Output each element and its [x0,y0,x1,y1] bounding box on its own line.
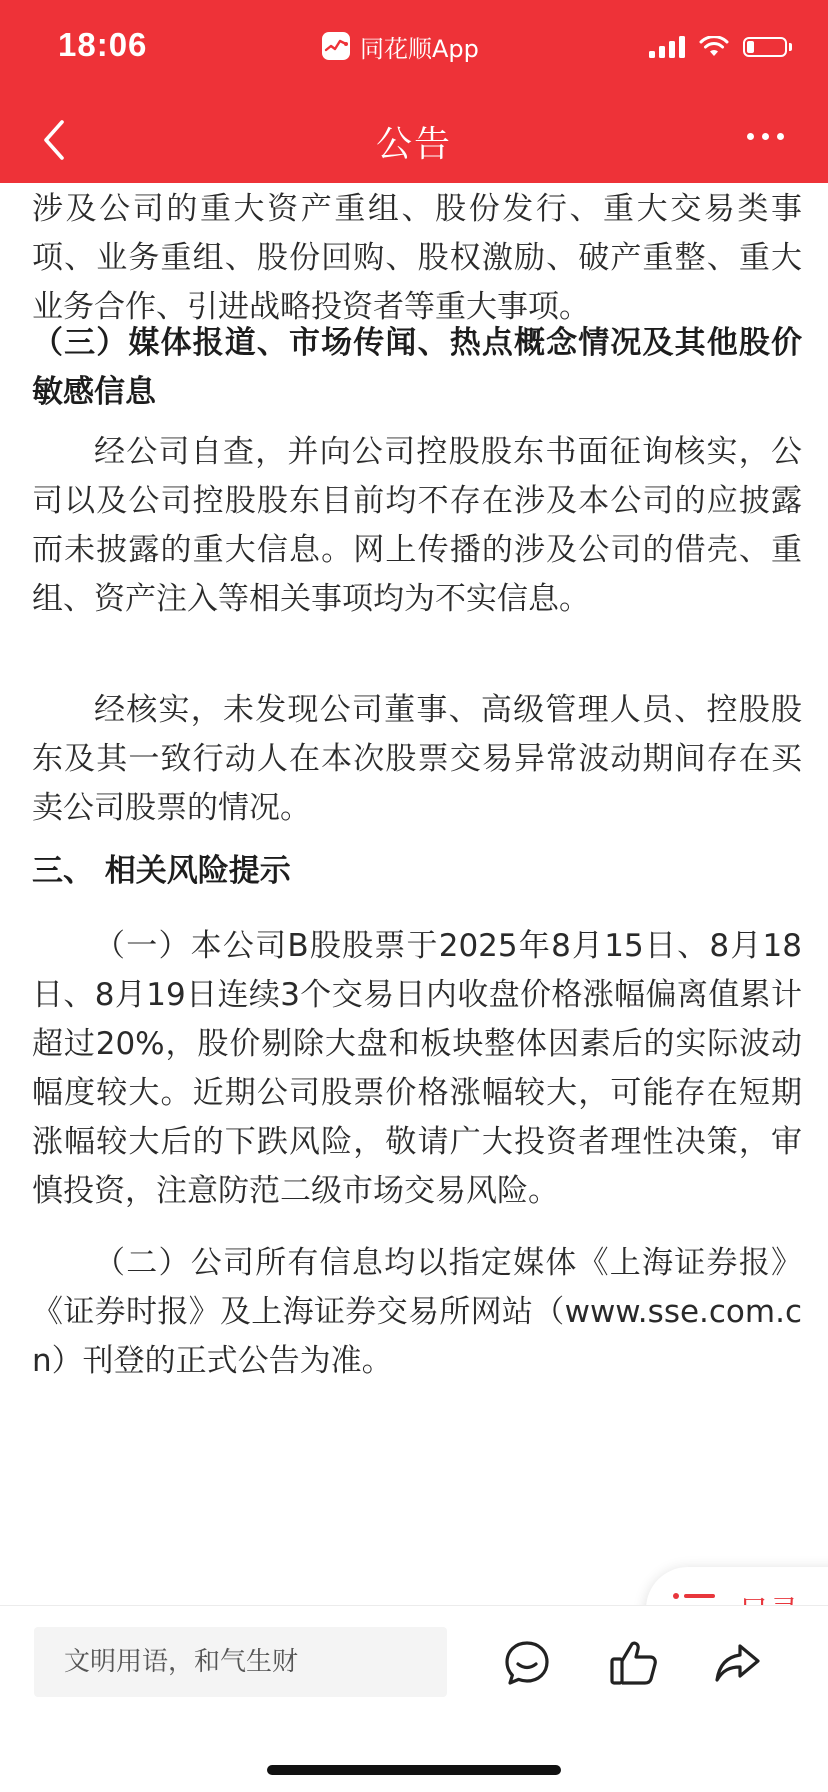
share-button[interactable] [712,1638,762,1688]
more-dot-icon [747,133,754,140]
status-time: 18:06 [58,26,148,63]
wifi-icon [699,36,729,58]
bottom-bar [0,1605,828,1792]
more-dot-icon [777,133,784,140]
comment-input[interactable] [34,1627,447,1697]
article-body[interactable] [0,183,828,1605]
paragraph: （一）本公司B股股票于2025年8月15日、8月18日、8月19日连续3个交易日内收盘价格涨幅偏离值累计超过20%，股价剔除大盘和板块整体因素后的实际波动幅度较大。近期公司股票价格涨幅较大，可能存在短期涨幅较大后的下跌风险，敬请广大投资者理性决策，审慎投资，注意防范二级市场交易风险。 [32,928,802,1209]
return-to-app[interactable] [322,29,479,63]
paragraph: （二）公司所有信息均以指定媒体《上海证券报》《证券时报》及上海证券交易所网站（www.sse.com.cn）刊登的正式公告为准。 [32,1245,802,1379]
app-logo-icon [322,32,350,60]
signal-icon [649,36,685,58]
paragraph: 经核实，未发现公司董事、高级管理人员、控股股东及其一致行动人在本次股票交易异常波动期间存在买卖公司股票的情况。 [32,692,802,826]
battery-level [747,41,754,53]
home-indicator [267,1765,561,1775]
app-name: 同花顺App [360,34,479,63]
status-icons [649,36,792,58]
paragraph: 涉及公司的重大资产重组、股份发行、重大交易类事项、业务重组、股份回购、股权激励、破产重整、重大业务合作、引进战略投资者等重大事项。 [32,191,802,325]
more-dot-icon [762,133,769,140]
comment-button[interactable] [502,1638,552,1688]
header [0,0,828,183]
page-title: 公告 [375,124,452,165]
more-button[interactable] [747,133,784,140]
paragraph: 经公司自查，并向公司控股股东书面征询核实，公司以及公司控股股东目前均不存在涉及本公司的应披露而未披露的重大信息。网上传播的涉及公司的借壳、重组、资产注入等相关事项均为不实信息。 [32,434,802,617]
thumbs-up-icon [608,1638,660,1688]
share-icon [712,1638,762,1688]
section-heading: （三）媒体报道、市场传闻、热点概念情况及其他股价敏感信息 [32,325,802,410]
section-heading: 三、 相关风险提示 [32,853,291,889]
like-button[interactable] [608,1638,658,1688]
battery-tip [789,43,792,51]
comment-icon [502,1638,552,1688]
battery-icon [743,37,787,57]
